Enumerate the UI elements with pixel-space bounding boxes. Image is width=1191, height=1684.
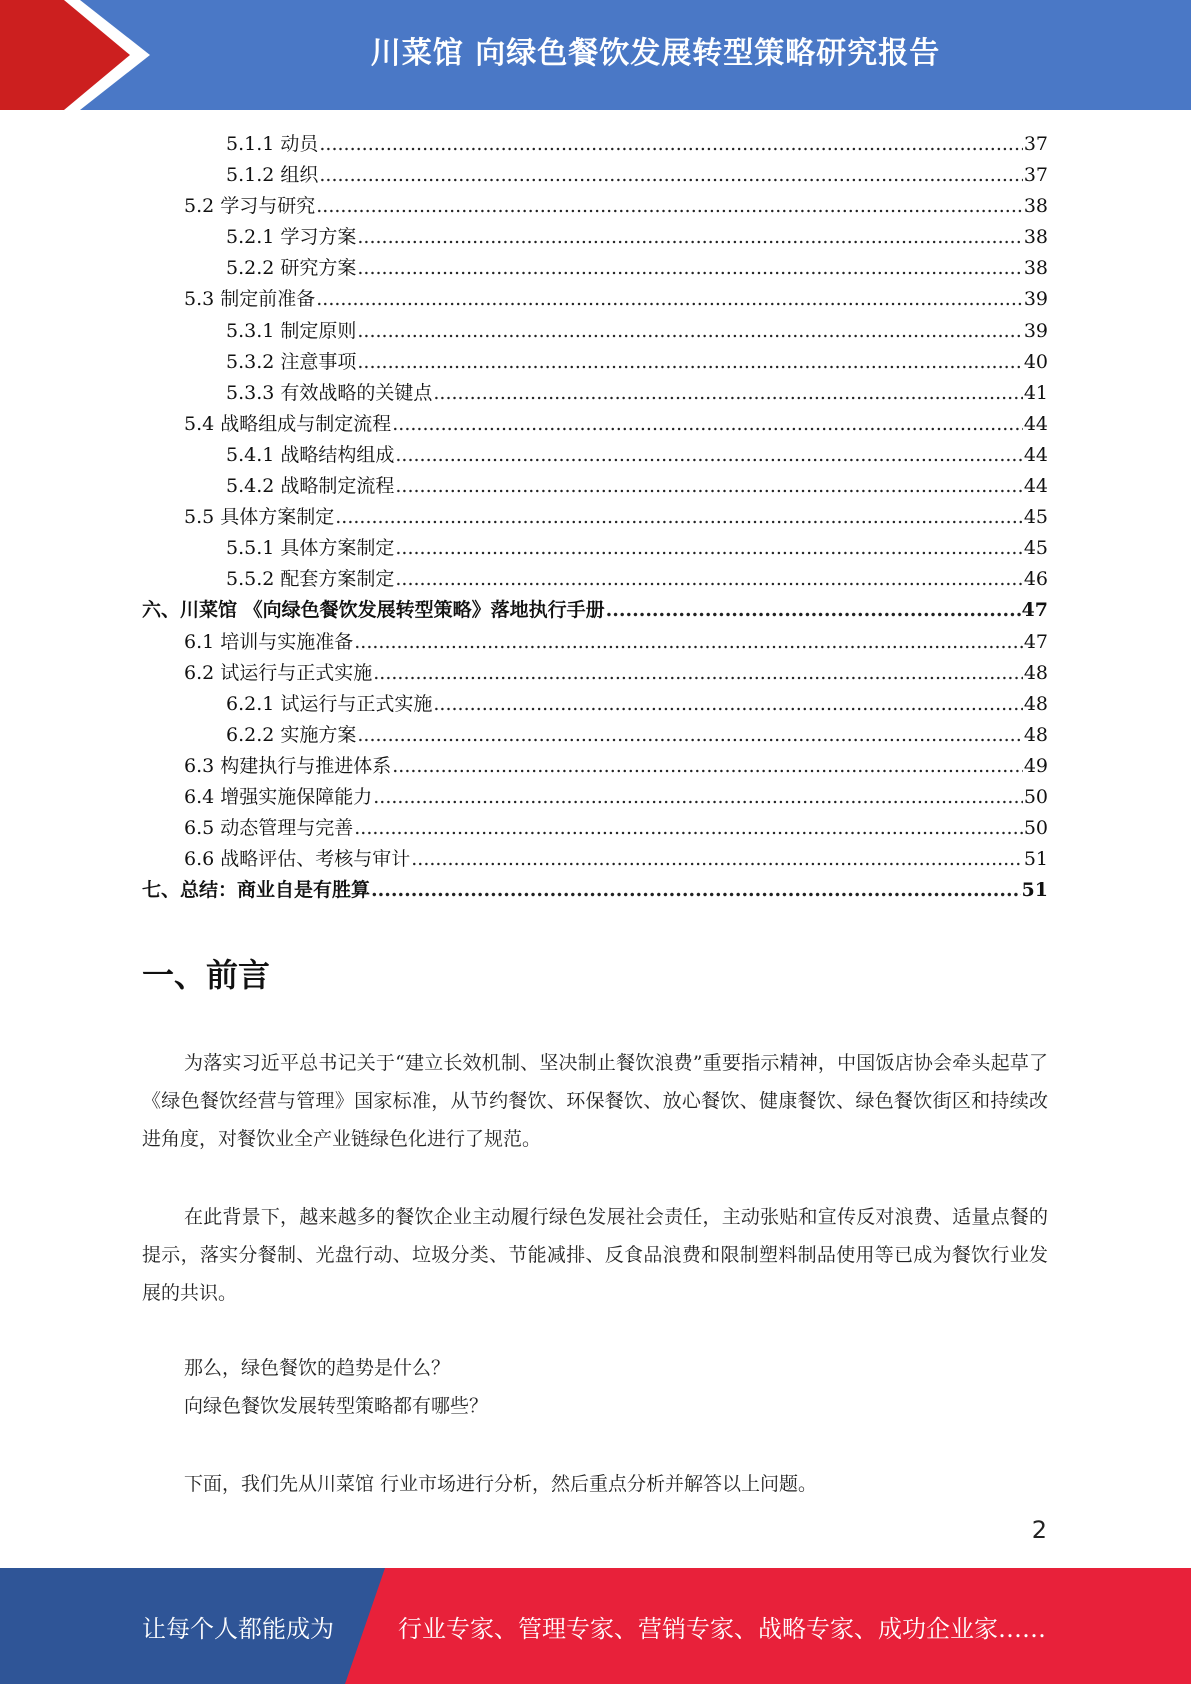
toc-leader-dots: [354, 813, 1023, 844]
toc-entry[interactable]: [142, 751, 1048, 782]
toc-leader-dots: [354, 627, 1023, 658]
toc-entry[interactable]: [142, 129, 1048, 160]
toc-entry-label: 6.2.1 试运行与正式实施: [226, 692, 433, 715]
question-line: 向绿色餐饮发展转型策略都有哪些？: [184, 1395, 489, 1417]
page-footer: [0, 1568, 1191, 1684]
toc-entry-page: 47: [1021, 599, 1048, 622]
toc-entry[interactable]: [142, 627, 1048, 658]
toc-leader-dots: [433, 378, 1022, 409]
toc-entry-label: 5.5 具体方案制定: [184, 506, 335, 529]
toc-entry-label: 六、川菜馆 《向绿色餐饮发展转型策略》落地执行手册: [142, 599, 605, 622]
toc-entry-label: 5.5.2 配套方案制定: [226, 568, 395, 591]
toc-entry[interactable]: [142, 253, 1048, 284]
toc-entry-label: 5.1.1 动员: [226, 133, 319, 155]
footer-slogan-right: 行业专家、管理专家、营销专家、战略专家、成功企业家……: [398, 1614, 1046, 1643]
toc-entry-page: 48: [1023, 692, 1048, 715]
toc-leader-dots: [357, 222, 1022, 253]
toc-entry[interactable]: [142, 409, 1048, 440]
toc-leader-dots: [357, 253, 1022, 284]
paragraph: 在此背景下，越来越多的餐饮企业主动履行绿色发展社会责任，主动张贴和宣传反对浪费、适量点餐的提示，落实分餐制、光盘行动、垃圾分类、节能减排、反食品浪费和限制塑料制品使用等已成为餐饮行业发展的共识。: [142, 1206, 1048, 1304]
page-number: 2: [1031, 1516, 1047, 1544]
toc-entry[interactable]: [142, 813, 1048, 844]
toc-entry-page: 51: [1021, 879, 1048, 902]
toc-entry[interactable]: [142, 564, 1048, 595]
toc-entry-label: 5.4 战略组成与制定流程: [184, 412, 392, 435]
toc-leader-dots: [319, 129, 1022, 160]
toc-entry-page: 44: [1023, 412, 1048, 435]
toc-entry-page: 45: [1023, 506, 1048, 529]
toc-entry-page: 39: [1023, 319, 1048, 342]
section-heading: 一、前言: [142, 956, 271, 994]
toc-entry-label: 6.4 增强实施保障能力: [184, 785, 373, 808]
toc-leader-dots: [395, 564, 1022, 595]
toc-leader-dots: [395, 471, 1022, 502]
toc-entry-page: 48: [1023, 661, 1048, 684]
toc-entry-page: 46: [1023, 568, 1048, 591]
toc-entry[interactable]: [142, 658, 1048, 689]
toc-entry-page: 50: [1023, 785, 1048, 808]
toc-entry-label: 5.3.1 制定原则: [226, 319, 357, 342]
toc-leader-dots: [371, 875, 1021, 906]
toc-entry-page: 38: [1023, 257, 1048, 280]
toc-entry-label: 5.3.3 有效战略的关键点: [226, 381, 433, 404]
toc-leader-dots: [316, 191, 1023, 222]
toc-leader-dots: [395, 440, 1022, 471]
toc-leader-dots: [373, 782, 1023, 813]
toc-leader-dots: [395, 533, 1022, 564]
toc-entry-label: 6.2.2 实施方案: [226, 723, 357, 746]
toc-entry[interactable]: [142, 471, 1048, 502]
toc-entry-label: 6.3 构建执行与推进体系: [184, 754, 392, 777]
toc-entry[interactable]: [142, 160, 1048, 191]
toc-entry-label: 5.3 制定前准备: [184, 288, 316, 311]
toc-entry-label: 6.6 战略评估、考核与审计: [184, 848, 411, 871]
toc-leader-dots: [357, 316, 1022, 347]
toc-entry[interactable]: [142, 720, 1048, 751]
toc-leader-dots: [316, 284, 1023, 315]
toc-entry-page: 50: [1023, 817, 1048, 840]
toc-entry-label: 5.2.2 研究方案: [226, 257, 357, 280]
report-title: 川菜馆 向绿色餐饮发展转型策略研究报告: [370, 36, 941, 71]
toc-entry-page: 37: [1023, 133, 1048, 155]
toc-entry-page: 45: [1023, 537, 1048, 560]
toc-entry-label: 6.5 动态管理与完善: [184, 817, 354, 840]
toc-entry[interactable]: [142, 284, 1048, 315]
toc-entry-label: 5.1.2 组织: [226, 164, 319, 187]
toc-entry[interactable]: [142, 844, 1048, 875]
toc-entry-label: 七、总结：商业自是有胜算: [142, 879, 371, 902]
toc-entry-label: 5.4.1 战略结构组成: [226, 443, 395, 466]
toc-leader-dots: [606, 595, 1021, 626]
toc-entry-label: 5.2.1 学习方案: [226, 226, 357, 249]
toc-leader-dots: [433, 689, 1022, 720]
toc-entry-page: 38: [1023, 195, 1048, 218]
toc-entry[interactable]: [142, 595, 1048, 626]
toc-leader-dots: [335, 502, 1023, 533]
toc-leader-dots: [411, 844, 1023, 875]
page-header: [0, 0, 1191, 110]
toc-entry-page: 44: [1023, 443, 1048, 466]
toc-leader-dots: [319, 160, 1022, 191]
toc-entry-label: 5.3.2 注意事项: [226, 350, 357, 373]
toc-entry-page: 41: [1023, 381, 1048, 404]
toc-entry-label: 5.5.1 具体方案制定: [226, 537, 395, 560]
toc-entry[interactable]: [142, 533, 1048, 564]
toc-entry-label: 6.1 培训与实施准备: [184, 630, 354, 653]
toc-entry-label: 5.4.2 战略制定流程: [226, 475, 395, 498]
toc-entry[interactable]: [142, 782, 1048, 813]
toc-entry-page: 49: [1023, 754, 1048, 777]
toc-leader-dots: [357, 347, 1022, 378]
toc-entry[interactable]: [142, 378, 1048, 409]
toc-entry-page: 39: [1023, 288, 1048, 311]
toc-entry-page: 48: [1023, 723, 1048, 746]
toc-entry-page: 47: [1023, 630, 1048, 653]
footer-slogan-left: 让每个人都能成为: [142, 1614, 334, 1643]
toc-entry-page: 51: [1023, 848, 1048, 871]
toc-entry[interactable]: [142, 440, 1048, 471]
question-line: 那么，绿色餐饮的趋势是什么？: [184, 1357, 451, 1379]
toc-entry[interactable]: [142, 347, 1048, 378]
toc-entry[interactable]: [142, 316, 1048, 347]
toc-entry[interactable]: [142, 222, 1048, 253]
table-of-contents: [142, 129, 1048, 906]
toc-entry-page: 40: [1023, 350, 1048, 373]
toc-entry-page: 38: [1023, 226, 1048, 249]
toc-leader-dots: [392, 409, 1023, 440]
toc-entry[interactable]: [142, 191, 1048, 222]
toc-entry-label: 6.2 试运行与正式实施: [184, 661, 373, 684]
toc-leader-dots: [373, 658, 1023, 689]
paragraph: 为落实习近平总书记关于“建立长效机制、坚决制止餐饮浪费”重要指示精神，中国饭店协会牵头起草了《绿色餐饮经营与管理》国家标准，从节约餐饮、环保餐饮、放心餐饮、健康餐饮、绿色餐饮街区和持续改进角度，对餐饮业全产业链绿色化进行了规范。: [142, 1052, 1048, 1150]
toc-entry[interactable]: [142, 689, 1048, 720]
toc-entry[interactable]: [142, 502, 1048, 533]
toc-entry-page: 44: [1023, 475, 1048, 498]
toc-leader-dots: [392, 751, 1023, 782]
toc-leader-dots: [357, 720, 1022, 751]
toc-entry-label: 5.2 学习与研究: [184, 195, 316, 218]
closing-line: 下面，我们先从川菜馆 行业市场进行分析，然后重点分析并解答以上问题。: [184, 1473, 818, 1495]
toc-entry[interactable]: [142, 875, 1048, 906]
toc-entry-page: 37: [1023, 164, 1048, 187]
